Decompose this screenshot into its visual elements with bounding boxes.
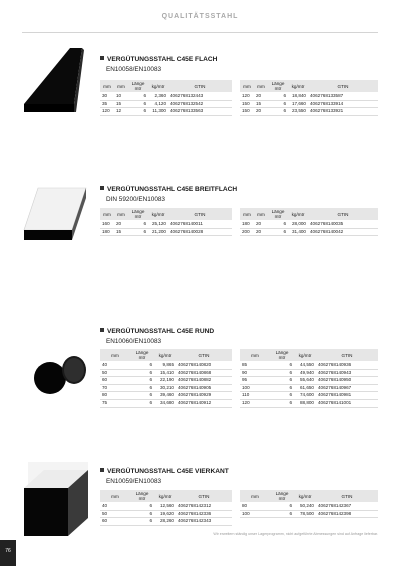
cell: 17,660 [288,100,308,108]
cell: 50 [100,510,130,518]
cell: 6 [130,518,154,526]
table-row [100,399,232,407]
cell: 4062768142343 [176,518,232,526]
cell: 61,650 [294,384,316,392]
cell: 4062768140967 [316,384,378,392]
col-header: mm [114,208,128,221]
col-header: mm [100,208,114,221]
cell: 4,120 [148,100,168,108]
cell: 4062768140943 [316,369,378,377]
cell: 4062768133563 [168,108,232,116]
cell: 100 [240,384,270,392]
cell: 20 [254,108,268,116]
page-number: 76 [5,548,11,554]
section-title: VERGÜTUNGSSTAHL C45E VIERKANT [100,468,229,475]
section-norm: EN10060/EN10083 [106,338,162,345]
section-norm: EN10058/EN10083 [106,66,162,73]
cell: 30,210 [154,384,176,392]
cell: 6 [130,384,154,392]
col-header: Länge mtr [268,80,288,93]
cell: 6 [130,369,154,377]
flat-bar-icon [22,46,86,142]
col-header: GTIN [316,490,378,503]
col-header: kg/mtr [294,349,316,362]
spec-table-left [100,80,232,116]
cell: 2,360 [148,93,168,101]
table-row [100,221,232,229]
table-row [100,518,232,526]
cell: 4062768140905 [176,384,232,392]
cell: 4062768140950 [316,377,378,385]
cell: 150 [240,100,254,108]
cell: 80 [240,503,270,511]
table-row [240,503,378,511]
cell: 120 [240,399,270,407]
cell: 4062768140929 [176,392,232,400]
col-header: kg/mtr [148,80,168,93]
cell: 50,240 [294,503,316,511]
spec-table-left [100,349,232,408]
col-header: Länge mtr [130,490,154,503]
col-header: mm [100,490,130,503]
table-row [240,392,378,400]
col-header: kg/mtr [154,490,176,503]
table-row [240,399,378,407]
cell: 15 [254,100,268,108]
cell: 21,200 [148,228,168,236]
cell: 4062768140882 [176,377,232,385]
table-row [100,369,232,377]
section-norm: EN10059/EN10083 [106,478,162,485]
cell: 28,000 [288,221,308,229]
cell: 40 [100,503,130,511]
col-header: mm [240,490,270,503]
col-header: kg/mtr [148,208,168,221]
cell: 50 [100,369,130,377]
cell: 95 [240,377,270,385]
cell: 44,550 [294,362,316,370]
cell: 70 [100,384,130,392]
table-row [240,221,378,229]
cell: 100 [240,510,270,518]
section-title: VERGÜTUNGSSTAHL C45E RUND [100,328,214,335]
cell: 4062768142398 [316,510,378,518]
cell: 4062768142367 [316,503,378,511]
table-row [240,100,378,108]
cell: 6 [270,399,294,407]
col-header: Länge mtr [268,208,288,221]
cell: 10 [114,93,128,101]
cell: 31,400 [288,228,308,236]
table-row [100,503,232,511]
cell: 20 [254,221,268,229]
cell: 74,600 [294,392,316,400]
cell: 6 [268,108,288,116]
wide-flat-bar-icon [22,186,88,242]
cell: 15 [114,228,128,236]
cell: 39,460 [154,392,176,400]
cell: 180 [240,221,254,229]
cell: 18,840 [288,93,308,101]
round-bar-icon [22,330,88,412]
cell: 6 [268,93,288,101]
section-title: VERGÜTUNGSSTAHL C45E FLACH [100,56,217,63]
col-header: GTIN [176,490,232,503]
cell: 80 [100,392,130,400]
cell: 6 [270,362,294,370]
cell: 12,560 [154,503,176,511]
cell: 15 [114,100,128,108]
cell: 4062768142336 [176,510,232,518]
cell: 6 [130,377,154,385]
col-header: GTIN [176,349,232,362]
table-row [100,100,232,108]
col-header: Länge mtr [128,208,148,221]
table-row [240,384,378,392]
cell: 40 [100,362,130,370]
col-header: kg/mtr [294,490,316,503]
cell: 90 [240,369,270,377]
table-row [240,228,378,236]
cell: 4062768140868 [176,369,232,377]
cell: 6 [128,100,148,108]
col-header: mm [114,80,128,93]
spec-table-right [240,80,378,116]
cell: 4062768140981 [316,392,378,400]
bullet-square-icon [100,468,104,472]
cell: 160 [100,221,114,229]
cell: 4062768133921 [308,108,378,116]
cell: 6 [268,228,288,236]
bullet-square-icon [100,328,104,332]
spec-table-left [100,490,232,526]
cell: 4062768132542 [168,100,232,108]
spec-table-left [100,208,232,236]
cell: 120 [100,108,114,116]
col-header: mm [100,80,114,93]
col-header: GTIN [316,349,378,362]
cell: 6 [130,510,154,518]
table-row [240,377,378,385]
table-row [100,108,232,116]
cell: 120 [240,93,254,101]
spec-table-right [240,490,378,518]
cell: 6 [128,221,148,229]
cell: 49,940 [294,369,316,377]
cell: 6 [128,93,148,101]
cell: 6 [268,100,288,108]
cell: 20 [254,228,268,236]
cell: 85 [240,362,270,370]
footnote: Wir erweitern ständig unser Lagerprogramm, nicht aufgeführte Abmessungen sind auf Anfrage lieferbar. [213,532,378,536]
cell: 6 [270,510,294,518]
cell: 78,500 [294,510,316,518]
page-header-title: QUALITÄTSSTAHL [161,13,239,20]
cell: 35 [100,100,114,108]
cell: 9,865 [154,362,176,370]
cell: 4062768141001 [316,399,378,407]
cell: 60 [100,377,130,385]
spec-table-right [240,349,378,408]
header-divider [22,32,378,33]
col-header: Länge mtr [128,80,148,93]
table-row [100,93,232,101]
cell: 4062768140936 [316,362,378,370]
col-header: GTIN [168,80,232,93]
table-row [100,377,232,385]
cell: 20 [254,93,268,101]
cell: 6 [270,377,294,385]
cell: 4062768140035 [308,221,378,229]
square-bar-icon [22,462,90,538]
cell: 88,800 [294,399,316,407]
cell: 6 [130,503,154,511]
table-row [100,362,232,370]
col-header: kg/mtr [288,208,308,221]
table-row [240,369,378,377]
col-header: Länge mtr [270,490,294,503]
cell: 4062768142312 [176,503,232,511]
cell: 4062768132443 [168,93,232,101]
cell: 11,300 [148,108,168,116]
col-header: mm [240,349,270,362]
col-header: mm [240,208,254,221]
cell: 25,120 [148,221,168,229]
cell: 6 [128,108,148,116]
cell: 110 [240,392,270,400]
cell: 6 [128,228,148,236]
cell: 23,550 [288,108,308,116]
cell: 6 [268,221,288,229]
col-header: GTIN [308,80,378,93]
col-header: Länge mtr [130,349,154,362]
cell: 12 [114,108,128,116]
cell: 6 [130,399,154,407]
cell: 6 [270,369,294,377]
cell: 4062768133587 [308,93,378,101]
cell: 60 [100,518,130,526]
cell: 55,640 [294,377,316,385]
cell: 30 [100,93,114,101]
table-row [240,93,378,101]
page-header [0,0,400,34]
cell: 6 [130,392,154,400]
col-header: mm [254,208,268,221]
cell: 75 [100,399,130,407]
cell: 20 [114,221,128,229]
cell: 6 [270,503,294,511]
col-header: Länge mtr [270,349,294,362]
table-row [100,392,232,400]
cell: 4062768133914 [308,100,378,108]
cell: 4062768140028 [168,228,232,236]
table-row [240,510,378,518]
col-header: GTIN [168,208,232,221]
cell: 6 [130,362,154,370]
col-header: kg/mtr [288,80,308,93]
spec-table-right [240,208,378,236]
cell: 150 [240,108,254,116]
table-row [100,510,232,518]
table-row [100,384,232,392]
table-row [240,362,378,370]
bullet-square-icon [100,56,104,60]
col-header: kg/mtr [154,349,176,362]
cell: 4062768140820 [176,362,232,370]
cell: 180 [100,228,114,236]
col-header: GTIN [308,208,378,221]
cell: 6 [270,384,294,392]
cell: 200 [240,228,254,236]
table-row [100,228,232,236]
cell: 4062768140912 [176,399,232,407]
table-row [240,108,378,116]
col-header: mm [240,80,254,93]
cell: 22,190 [154,377,176,385]
col-header: mm [100,349,130,362]
cell: 4062768140011 [168,221,232,229]
cell: 4062768140042 [308,228,378,236]
col-header: mm [254,80,268,93]
section-norm: DIN 59200/EN10083 [106,196,165,203]
cell: 19,620 [154,510,176,518]
section-title: VERGÜTUNGSSTAHL C45E BREITFLACH [100,186,237,193]
bullet-square-icon [100,186,104,190]
cell: 28,260 [154,518,176,526]
cell: 15,410 [154,369,176,377]
cell: 6 [270,392,294,400]
cell: 34,680 [154,399,176,407]
